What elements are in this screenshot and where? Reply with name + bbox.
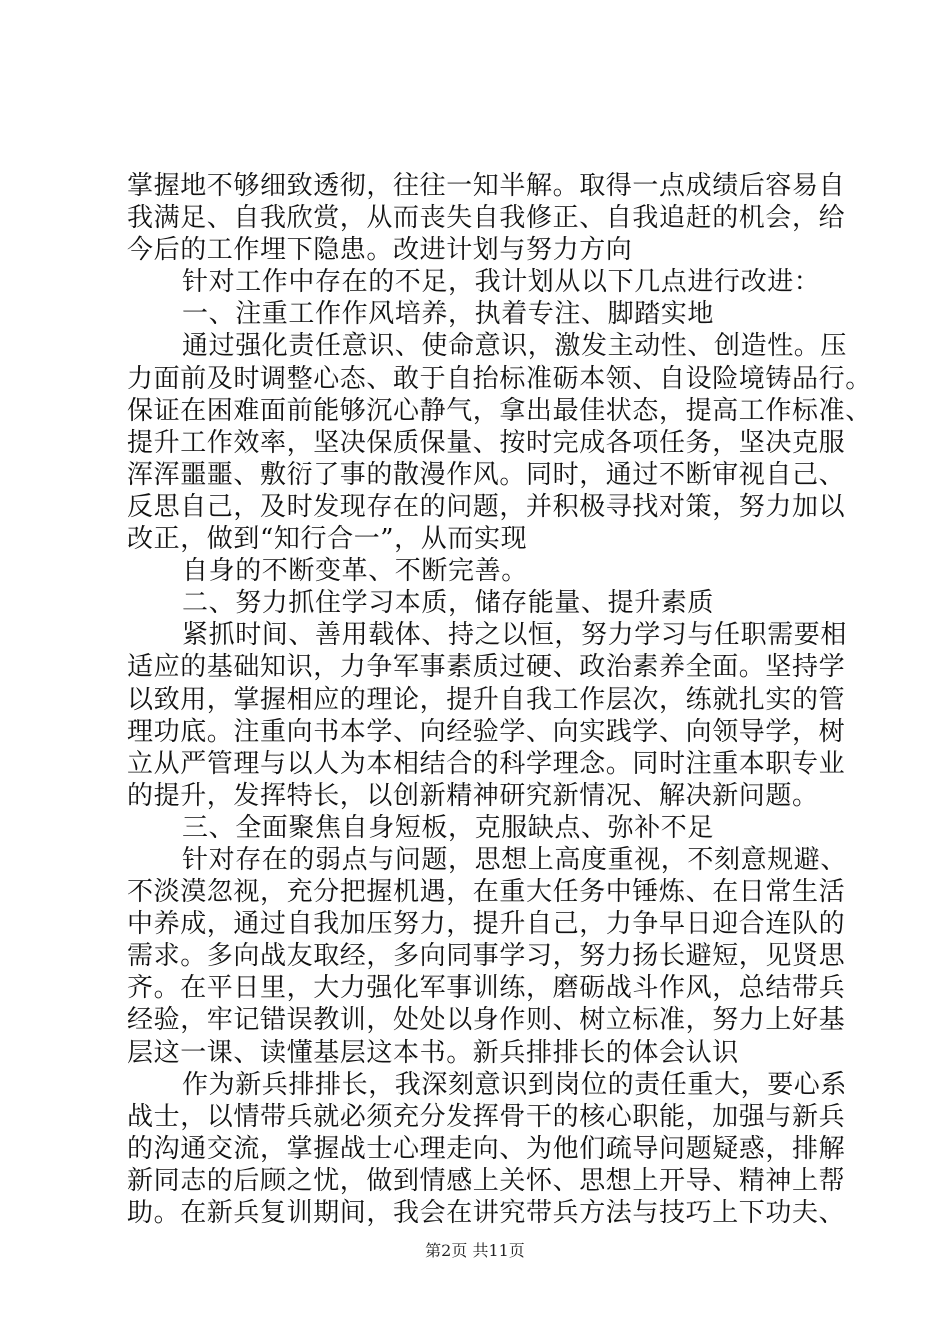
text-line: 通过强化责任意识、使命意识，激发主动性、创造性。压 (182, 331, 848, 362)
text-line: 今后的工作埋下隐患。改进计划与努力方向 (127, 235, 633, 266)
text-line: 的提升，发挥特长，以创新精神研究新情况、解决新问题。 (127, 780, 819, 811)
text-line: 一、注重工作作风培养，执着专注、脚踏实地 (182, 299, 715, 330)
text-line: 新同志的后顾之忧，做到情感上关怀、思想上开导、精神上帮 (127, 1165, 846, 1196)
text-line: 齐。在平日里，大力强化军事训练，磨砺战斗作风，总结带兵 (127, 973, 846, 1004)
text-line: 需求。多向战友取经，多向同事学习，努力扬长避短，见贤思 (127, 941, 846, 972)
text-line: 战士，以情带兵就必须充分发挥骨干的核心职能，加强与新兵 (127, 1101, 846, 1132)
text-line: 中养成，通过自我加压努力，提升自己，力争早日迎合连队的 (127, 909, 846, 940)
text-line: 紧抓时间、善用载体、持之以恒，努力学习与任职需要相 (182, 620, 848, 651)
text-line: 以致用，掌握相应的理论，提升自我工作层次，练就扎实的管 (127, 684, 846, 715)
text-line: 助。在新兵复训期间，我会在讲究带兵方法与技巧上下功夫、 (127, 1198, 846, 1228)
text-line: 二、努力抓住学习本质，储存能量、提升素质 (182, 588, 715, 619)
text-line: 我满足、自我欣赏，从而丧失自我修正、自我追赶的机会，给 (127, 203, 846, 234)
text-line: 不淡漠忽视，充分把握机遇，在重大任务中锤炼、在日常生活 (127, 877, 846, 908)
page-footer: 第2页 共11页 (425, 1241, 525, 1260)
text-line: 浑浑噩噩、敷衍了事的散漫作风。同时，通过不断审视自己、 (127, 459, 846, 490)
text-line: 经验，牢记错误教训，处处以身作则、树立标准，努力上好基 (127, 1005, 846, 1036)
text-line: 适应的基础知识，力争军事素质过硬、政治素养全面。坚持学 (127, 652, 846, 683)
text-line: 理功底。注重向书本学、向经验学、向实践学、向领导学，树 (127, 716, 846, 747)
text-line: 作为新兵排排长，我深刻意识到岗位的责任重大，要心系 (182, 1069, 848, 1100)
text-line: 力面前及时调整心态、敢于自抬标准砺本领、自设险境铸品行。 (127, 363, 872, 394)
text-line: 掌握地不够细致透彻，往往一知半解。取得一点成绩后容易自 (127, 171, 846, 201)
text-line: 的沟通交流，掌握战士心理走向、为他们疏导问题疑惑，排解 (127, 1133, 846, 1164)
text-line: 改正，做到“知行合一”，从而实现 (127, 524, 528, 555)
document-body (127, 170, 872, 1229)
text-line: 提升工作效率，坚决保质保量、按时完成各项任务，坚决克服 (127, 427, 846, 458)
text-line: 反思自己，及时发现存在的问题，并积极寻找对策，努力加以 (127, 491, 846, 522)
text-line: 层这一课、读懂基层这本书。新兵排排长的体会认识 (127, 1037, 739, 1068)
text-line: 立从严管理与以人为本相结合的科学理念。同时注重本职专业 (127, 748, 846, 779)
text-line: 三、全面聚焦自身短板，克服缺点、弥补不足 (182, 812, 715, 843)
text-line: 自身的不断变革、不断完善。 (182, 556, 528, 587)
text-line: 针对存在的弱点与问题，思想上高度重视，不刻意规避、 (182, 844, 848, 875)
text-line: 针对工作中存在的不足，我计划从以下几点进行改进： (182, 267, 821, 298)
text-line: 保证在困难面前能够沉心静气，拿出最佳状态，提高工作标准、 (127, 395, 872, 426)
